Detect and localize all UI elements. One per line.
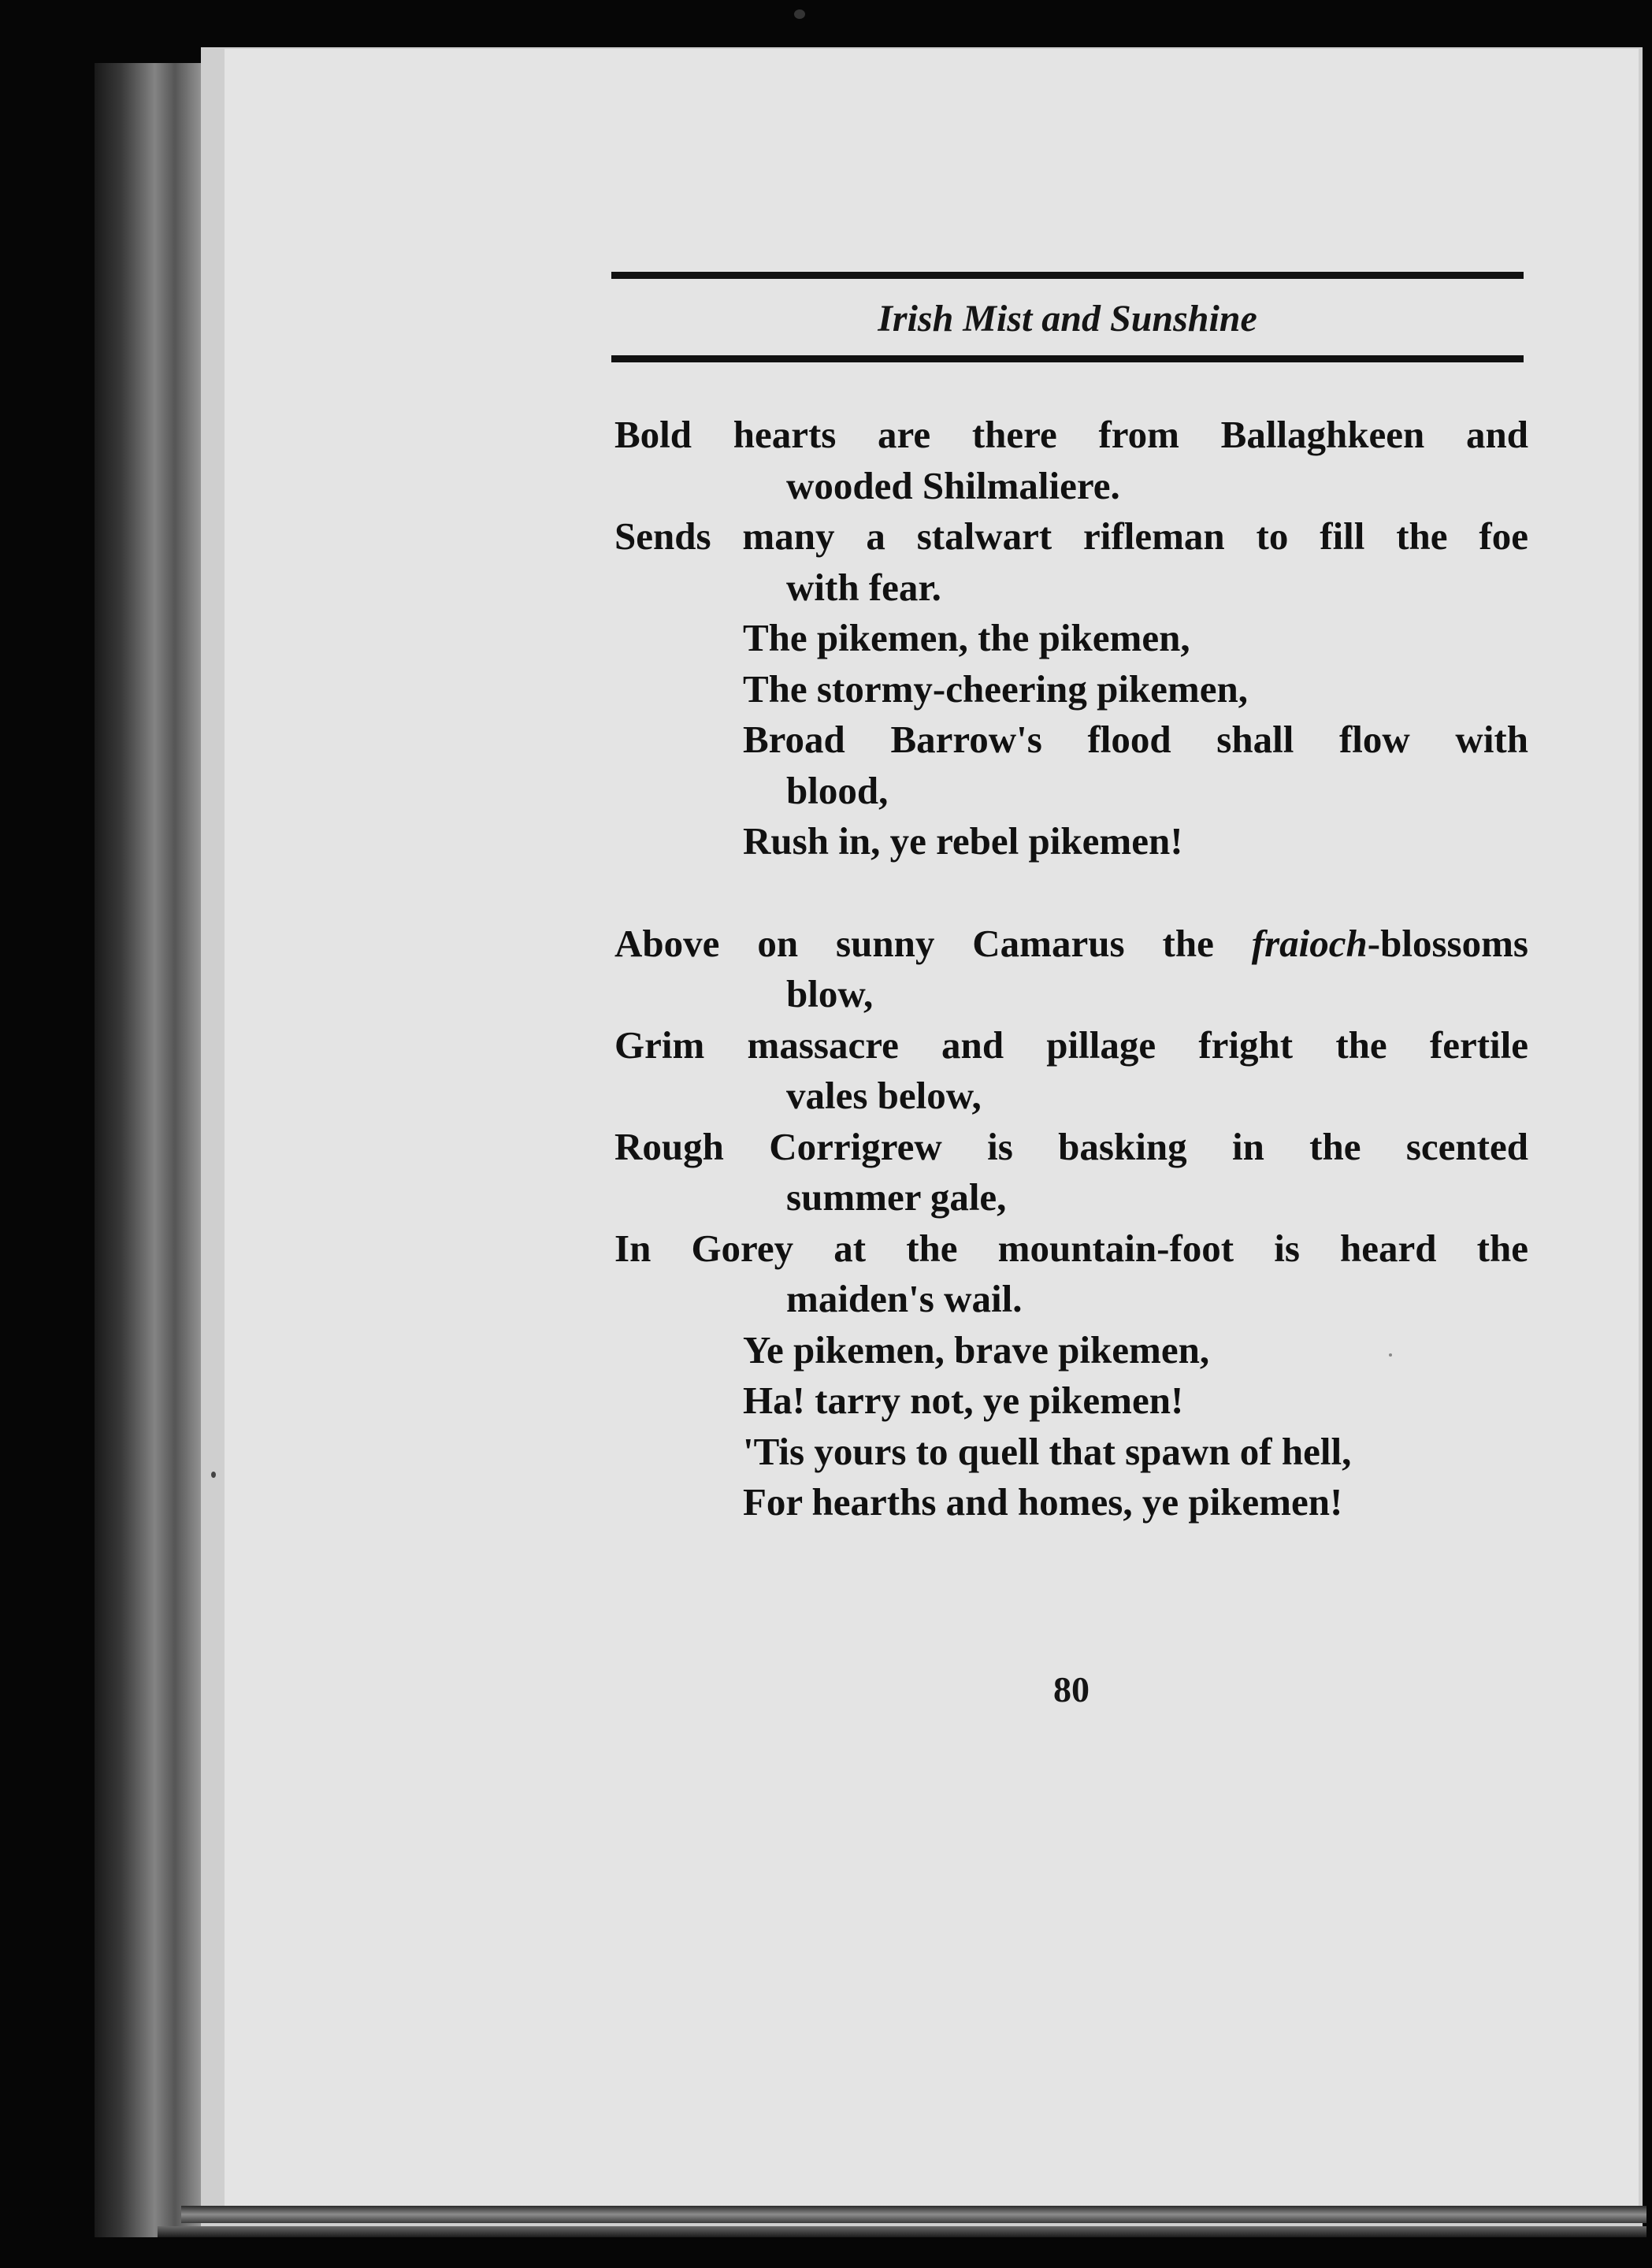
header-rule-bottom — [611, 355, 1524, 362]
poem-line: In Gorey at the mountain-foot is heard the — [614, 1226, 1528, 1270]
poem-line: summer gale, — [786, 1175, 1007, 1219]
poem-text — [614, 410, 1528, 1528]
poem-line: blood, — [786, 768, 889, 812]
poem-line: Rush in, ye rebel pikemen! — [743, 819, 1183, 863]
page-number: 80 — [1053, 1669, 1090, 1709]
poem-line: maiden's wail. — [786, 1277, 1023, 1320]
scan-speck — [211, 1472, 216, 1478]
poem-line: The stormy-cheering pikemen, — [743, 666, 1248, 711]
poem-line: The pikemen, the pikemen, — [743, 616, 1190, 659]
poem-line: with fear. — [786, 565, 941, 609]
poem-line: blow, — [786, 972, 874, 1015]
poem-line: wooded Shilmaliere. — [786, 463, 1120, 507]
scan-speck — [1389, 1353, 1392, 1357]
poem-line: Bold hearts are there from Ballaghkeen and — [614, 413, 1528, 456]
page-bottom-edge — [181, 2206, 1646, 2223]
header-rule-top — [611, 272, 1524, 279]
poem-line: Grim massacre and pillage fright the fertile — [614, 1023, 1528, 1067]
poem-line: Ye pikemen, brave pikemen, — [743, 1327, 1210, 1372]
poem-line: Broad Barrow's flood shall flow with — [743, 718, 1528, 761]
poem-line: 'Tis yours to quell that spawn of hell, — [743, 1429, 1352, 1473]
scan-speck — [794, 9, 805, 19]
poem-line: Sends many a stalwart rifleman to fill the foe — [614, 514, 1528, 558]
running-head: Irish Mist and Sunshine — [878, 298, 1257, 340]
stanza — [614, 410, 1528, 867]
poem-line: Ha! tarry not, ye pikemen! — [743, 1379, 1184, 1422]
line-text: -blossoms — [1367, 921, 1528, 965]
stanza — [614, 919, 1528, 1528]
line-text: Above on sunny Camarus the — [614, 921, 1252, 965]
poem-line: For hearths and homes, ye pikemen! — [743, 1480, 1343, 1524]
poem-line — [614, 919, 1528, 970]
page-bottom-shadow — [158, 2226, 1646, 2237]
italic-word: fraioch — [1251, 921, 1368, 965]
poem-line: vales below, — [786, 1074, 982, 1117]
poem-line: Rough Corrigrew is basking in the scented — [614, 1124, 1528, 1168]
